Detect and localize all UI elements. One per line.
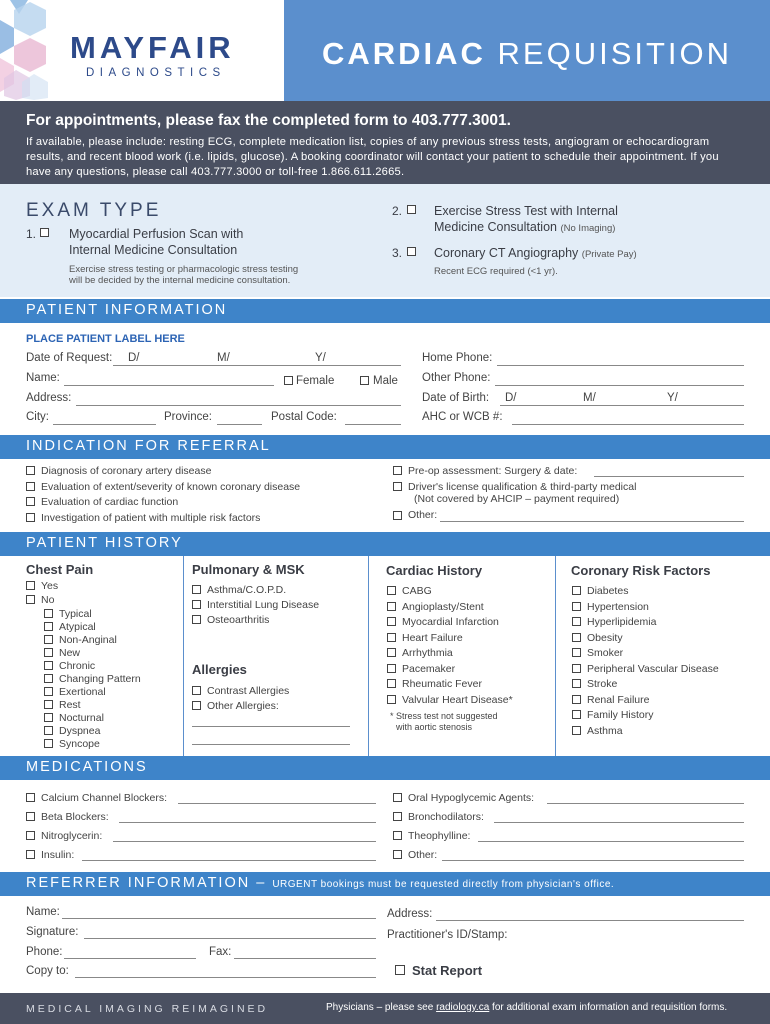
risk-item-5-checkbox[interactable] xyxy=(572,664,581,673)
medication-left-1-checkbox[interactable] xyxy=(26,812,35,821)
chest-pain-item-9-label: Dyspnea xyxy=(59,725,101,737)
risk-item-4-label: Smoker xyxy=(587,647,624,659)
exam-type-heading: EXAM TYPE xyxy=(26,200,162,221)
cardiac-item-7-checkbox[interactable] xyxy=(387,695,396,704)
medication-left-0-checkbox[interactable] xyxy=(26,793,35,802)
medication-right-3-field[interactable] xyxy=(442,860,744,861)
allergy-item-0-label: Contrast Allergies xyxy=(207,685,290,697)
cardiac-item-5-checkbox[interactable] xyxy=(387,664,396,673)
footer-note xyxy=(326,1002,727,1013)
footer-link[interactable]: radiology.ca xyxy=(436,1002,490,1013)
footer-tagline: MEDICAL IMAGING REIMAGINED xyxy=(26,1003,269,1015)
chest-pain-item-7-label: Rest xyxy=(59,699,81,711)
exam-option-3-note: Recent ECG required (<1 yr). xyxy=(434,266,558,277)
exam-option-1-line1: Myocardial Perfusion Scan with xyxy=(69,227,244,241)
cardiac-item-0-label: CABG xyxy=(402,585,432,597)
history-divider-3 xyxy=(555,556,556,756)
allergies-heading: Allergies xyxy=(192,662,247,677)
indication-header: INDICATION FOR REFERRAL xyxy=(0,435,770,459)
medication-left-0-field[interactable] xyxy=(178,803,376,804)
indication-other-label: Other: xyxy=(408,509,438,521)
name-field[interactable] xyxy=(64,385,274,386)
title-light: REQUISITION xyxy=(497,36,733,71)
stat-report-label: Stat Report xyxy=(412,963,483,978)
home-phone-field[interactable] xyxy=(497,365,744,366)
name-label: Name: xyxy=(26,372,60,384)
chest-pain-item-2-checkbox[interactable] xyxy=(44,635,53,644)
risk-item-7-label: Renal Failure xyxy=(587,693,650,706)
cardiac-item-1-checkbox[interactable] xyxy=(387,602,396,611)
province-label: Province: xyxy=(164,411,212,423)
history-divider-1 xyxy=(183,556,184,756)
referrer-address-field[interactable] xyxy=(436,920,744,921)
cardiac-item-0-checkbox[interactable] xyxy=(387,586,396,595)
medication-right-0-label: Oral Hypoglycemic Agents: xyxy=(408,792,535,804)
drivers-license-checkbox[interactable] xyxy=(393,482,402,491)
cardiac-note-1: * Stress test not suggested xyxy=(390,711,498,721)
medication-left-1-label: Beta Blockers: xyxy=(41,811,109,823)
medication-right-3-checkbox[interactable] xyxy=(393,850,402,859)
chest-pain-item-6-checkbox[interactable] xyxy=(44,687,53,696)
referrer-signature-field[interactable] xyxy=(84,938,376,939)
exam-option-2-number: 2. xyxy=(392,204,403,218)
medication-left-3-field[interactable] xyxy=(82,860,376,861)
risk-item-6-checkbox[interactable] xyxy=(572,679,581,688)
indication-item-2: Evaluation of extent/severity of known coronary disease xyxy=(41,481,301,493)
cardiac-item-1-label: Angioplasty/Stent xyxy=(402,600,484,613)
date-of-request-day: D/ xyxy=(128,352,140,364)
practitioner-id-label: Practitioner's ID/Stamp: xyxy=(387,929,508,941)
ahc-wcb-field[interactable] xyxy=(512,424,744,425)
cardiac-item-2-checkbox[interactable] xyxy=(387,617,396,626)
male-checkbox[interactable] xyxy=(360,376,369,385)
chest-pain-item-4-checkbox[interactable] xyxy=(44,661,53,670)
brand-name: MAYFAIR xyxy=(70,30,235,65)
cardiac-item-3-label: Heart Failure xyxy=(402,631,463,644)
pulmonary-item-1-checkbox[interactable] xyxy=(192,600,201,609)
allergy-item-0-checkbox[interactable] xyxy=(192,686,201,695)
city-field[interactable] xyxy=(53,424,156,425)
info-band xyxy=(0,101,770,184)
referrer-fax-field[interactable] xyxy=(234,958,376,959)
medication-right-2-checkbox[interactable] xyxy=(393,831,402,840)
indication-checkbox-3[interactable] xyxy=(26,497,35,506)
risk-item-7-checkbox[interactable] xyxy=(572,695,581,704)
referrer-name-field[interactable] xyxy=(62,918,376,919)
medication-right-2-label: Theophylline: xyxy=(408,830,471,842)
exam-option-1-note2: will be decided by the internal medicine consultation. xyxy=(69,275,291,286)
address-label: Address: xyxy=(26,392,72,404)
risk-item-5-label: Peripheral Vascular Disease xyxy=(587,662,719,675)
chest-pain-item-10-label: Syncope xyxy=(59,738,100,750)
medication-left-2-field[interactable] xyxy=(113,841,376,842)
male-label: Male xyxy=(373,375,398,387)
exam-option-1-line2: Internal Medicine Consultation xyxy=(69,243,238,257)
pulmonary-item-2-checkbox[interactable] xyxy=(192,615,201,624)
risk-item-1-checkbox[interactable] xyxy=(572,602,581,611)
chest-pain-item-8-checkbox[interactable] xyxy=(44,713,53,722)
ahc-wcb-label: AHC or WCB #: xyxy=(422,411,503,423)
form-title xyxy=(284,36,770,72)
referrer-phone-label: Phone: xyxy=(26,946,63,958)
chest-pain-item-4-label: Chronic xyxy=(59,660,96,672)
risk-item-1-label: Hypertension xyxy=(587,600,649,613)
header xyxy=(0,0,770,101)
date-of-birth-month: M/ xyxy=(583,392,596,404)
chest-pain-no-label: No xyxy=(41,594,55,606)
cardiac-item-6-checkbox[interactable] xyxy=(387,679,396,688)
cardiac-item-4-label: Arrhythmia xyxy=(402,647,453,659)
risk-item-9-checkbox[interactable] xyxy=(572,726,581,735)
exam-option-2-tag: (No Imaging) xyxy=(560,223,616,234)
referrer-phone-field[interactable] xyxy=(64,958,196,959)
referrer-signature-label: Signature: xyxy=(26,926,79,938)
cardiac-item-6-label: Rheumatic Fever xyxy=(402,678,482,690)
other-allergies-field-1[interactable] xyxy=(192,726,350,727)
chest-pain-item-1-checkbox[interactable] xyxy=(44,622,53,631)
exam-option-3-tag: (Private Pay) xyxy=(581,249,637,260)
female-label: Female xyxy=(296,375,335,387)
risk-item-4-checkbox[interactable] xyxy=(572,648,581,657)
exam-option-2-line1: Exercise Stress Test with Internal xyxy=(434,204,618,218)
history-divider-2 xyxy=(368,556,369,756)
drivers-license-label: Driver's license qualification & third-party medical xyxy=(408,481,637,493)
copy-to-field[interactable] xyxy=(75,977,376,978)
indication-item-4: Investigation of patient with multiple risk factors xyxy=(41,512,261,524)
postal-code-field[interactable] xyxy=(345,424,401,425)
medication-left-0-label: Calcium Channel Blockers: xyxy=(41,792,168,804)
referrer-address-label: Address: xyxy=(387,908,433,920)
pulmonary-item-0-checkbox[interactable] xyxy=(192,585,201,594)
medication-left-2-checkbox[interactable] xyxy=(26,831,35,840)
chest-pain-item-9-checkbox[interactable] xyxy=(44,726,53,735)
date-of-request-field[interactable] xyxy=(113,365,401,366)
chest-pain-item-7-checkbox[interactable] xyxy=(44,700,53,709)
medication-left-3-label: Insulin: xyxy=(41,849,75,861)
medication-right-0-checkbox[interactable] xyxy=(393,793,402,802)
medication-right-1-field[interactable] xyxy=(494,822,744,823)
pre-op-checkbox[interactable] xyxy=(393,466,402,475)
date-of-birth-field[interactable] xyxy=(500,405,744,406)
referrer-fax-label: Fax: xyxy=(209,946,232,958)
risk-item-2-checkbox[interactable] xyxy=(572,617,581,626)
indication-checkbox-1[interactable] xyxy=(26,466,35,475)
pulmonary-msk-heading: Pulmonary & MSK xyxy=(192,562,305,577)
chest-pain-item-10-checkbox[interactable] xyxy=(44,739,53,748)
city-label: City: xyxy=(26,411,49,423)
risk-item-3-label: Obesity xyxy=(587,631,623,644)
copy-to-label: Copy to: xyxy=(26,965,69,977)
exam-option-3-line1: Coronary CT Angiography xyxy=(434,246,579,260)
risk-item-3-checkbox[interactable] xyxy=(572,633,581,642)
footer-note-post: for additional exam information and requisition forms. xyxy=(489,1002,728,1013)
drivers-license-note: (Not covered by AHCIP – payment required) xyxy=(414,493,620,505)
home-phone-label: Home Phone: xyxy=(422,352,493,364)
cardiac-item-2-label: Myocardial Infarction xyxy=(402,616,499,628)
date-of-birth-label: Date of Birth: xyxy=(422,392,490,404)
chest-pain-item-5-label: Changing Pattern xyxy=(59,673,141,685)
date-of-birth-year: Y/ xyxy=(667,392,678,404)
exam-option-1-note1: Exercise stress testing or pharmacologic stress testing xyxy=(69,264,299,275)
date-of-request-month: M/ xyxy=(217,352,230,364)
pulmonary-item-0-label: Asthma/C.O.P.D. xyxy=(207,584,287,596)
risk-item-0-label: Diabetes xyxy=(587,585,629,597)
stat-report-checkbox[interactable] xyxy=(395,965,405,975)
footer xyxy=(0,993,770,1024)
date-of-request-year: Y/ xyxy=(315,352,326,364)
medication-right-3-label: Other: xyxy=(408,849,438,861)
chest-pain-item-3-label: New xyxy=(59,647,81,659)
indication-other-field[interactable] xyxy=(440,521,744,522)
other-phone-label: Other Phone: xyxy=(422,372,491,384)
chest-pain-item-6-label: Exertional xyxy=(59,686,106,698)
exam-option-1-number: 1. xyxy=(26,227,37,241)
pulmonary-item-2-label: Osteoarthritis xyxy=(207,614,270,626)
address-field[interactable] xyxy=(76,405,401,406)
allergy-item-1-checkbox[interactable] xyxy=(192,701,201,710)
exam-option-2-line2: Medicine Consultation xyxy=(434,220,557,234)
medication-right-2-field[interactable] xyxy=(478,841,744,842)
risk-item-0-checkbox[interactable] xyxy=(572,586,581,595)
medication-right-1-label: Bronchodilators: xyxy=(408,811,484,823)
risk-item-9-label: Asthma xyxy=(587,724,623,737)
medication-left-1-field[interactable] xyxy=(119,822,376,823)
medication-left-3-checkbox[interactable] xyxy=(26,850,35,859)
footer-note-pre: Physicians – please see xyxy=(326,1002,437,1013)
cardiac-note-2: with aortic stenosis xyxy=(396,722,473,732)
indication-checkbox-2[interactable] xyxy=(26,482,35,491)
chest-pain-item-2-label: Non-Anginal xyxy=(59,634,117,646)
indication-item-1: Diagnosis of coronary artery disease xyxy=(41,465,212,477)
chest-pain-item-8-label: Nocturnal xyxy=(59,712,104,724)
chest-pain-yes-label: Yes xyxy=(41,580,59,592)
coronary-risk-heading: Coronary Risk Factors xyxy=(571,563,711,578)
exam-option-1-checkbox[interactable] xyxy=(40,228,49,237)
indication-item-3: Evaluation of cardiac function xyxy=(41,496,179,508)
pre-op-label: Pre-op assessment: Surgery & date: xyxy=(408,465,578,477)
referrer-header xyxy=(0,872,770,896)
chest-pain-item-5-checkbox[interactable] xyxy=(44,674,53,683)
title-bold: CARDIAC xyxy=(321,36,486,71)
cardiac-item-4-checkbox[interactable] xyxy=(387,648,396,657)
chest-pain-heading: Chest Pain xyxy=(26,562,94,577)
medications-header: MEDICATIONS xyxy=(0,756,770,780)
risk-item-8-checkbox[interactable] xyxy=(572,710,581,719)
chest-pain-item-0-checkbox[interactable] xyxy=(44,609,53,618)
cardiac-item-7-label: Valvular Heart Disease* xyxy=(402,693,513,706)
chest-pain-yes-checkbox[interactable] xyxy=(26,581,35,590)
cardiac-item-5-label: Pacemaker xyxy=(402,662,456,675)
risk-item-8-label: Family History xyxy=(587,709,654,721)
exam-type-panel xyxy=(0,184,770,297)
brand-subtitle: DIAGNOSTICS xyxy=(86,67,226,79)
chest-pain-item-0-label: Typical xyxy=(59,608,92,620)
date-of-birth-day: D/ xyxy=(505,392,517,404)
risk-item-2-label: Hyperlipidemia xyxy=(587,616,657,628)
exam-option-3-number: 3. xyxy=(392,246,403,260)
allergy-item-1-label: Other Allergies: xyxy=(207,700,279,712)
medication-right-1-checkbox[interactable] xyxy=(393,812,402,821)
exam-option-2-checkbox[interactable] xyxy=(407,205,416,214)
title-band xyxy=(284,0,770,101)
chest-pain-item-3-checkbox[interactable] xyxy=(44,648,53,657)
referrer-urgent-note: URGENT bookings must be requested directly from physician's office. xyxy=(272,879,615,890)
patient-label-placeholder: PLACE PATIENT LABEL HERE xyxy=(26,333,185,345)
medication-right-0-field[interactable] xyxy=(547,803,744,804)
referrer-heading: REFERRER INFORMATION – xyxy=(26,875,267,891)
indication-other-checkbox[interactable] xyxy=(393,511,402,520)
postal-code-label: Postal Code: xyxy=(271,411,337,423)
risk-item-6-label: Stroke xyxy=(587,678,618,690)
patient-information-header: PATIENT INFORMATION xyxy=(0,299,770,323)
pre-op-field[interactable] xyxy=(594,476,744,477)
date-of-request-label: Date of Request: xyxy=(26,352,113,364)
cardiac-item-3-checkbox[interactable] xyxy=(387,633,396,642)
female-checkbox[interactable] xyxy=(284,376,293,385)
province-field[interactable] xyxy=(217,424,262,425)
referrer-name-label: Name: xyxy=(26,906,60,918)
other-allergies-field-2[interactable] xyxy=(192,744,350,745)
other-phone-field[interactable] xyxy=(495,385,744,386)
medication-left-2-label: Nitroglycerin: xyxy=(41,830,103,842)
indication-checkbox-4[interactable] xyxy=(26,513,35,522)
cardiac-history-heading: Cardiac History xyxy=(386,563,483,578)
patient-history-header: PATIENT HISTORY xyxy=(0,532,770,556)
info-details: If available, please include: resting ECG, complete medication list, copies of any previous stress tests, angiogram or echocardiogram results, and recent blood work (i.e. lipids, glucose). A booking coordinator will contact your patient to schedule their appointment. If you have any questions, please call 403.777.3000 or toll-free 1.866.611.2665. xyxy=(26,136,719,178)
hexagon-logo-icon xyxy=(0,0,60,100)
exam-option-3-checkbox[interactable] xyxy=(407,247,416,256)
chest-pain-item-1-label: Atypical xyxy=(59,621,96,633)
fax-instruction: For appointments, please fax the completed form to 403.777.3001. xyxy=(26,112,511,129)
chest-pain-no-checkbox[interactable] xyxy=(26,595,35,604)
pulmonary-item-1-label: Interstitial Lung Disease xyxy=(207,599,320,611)
